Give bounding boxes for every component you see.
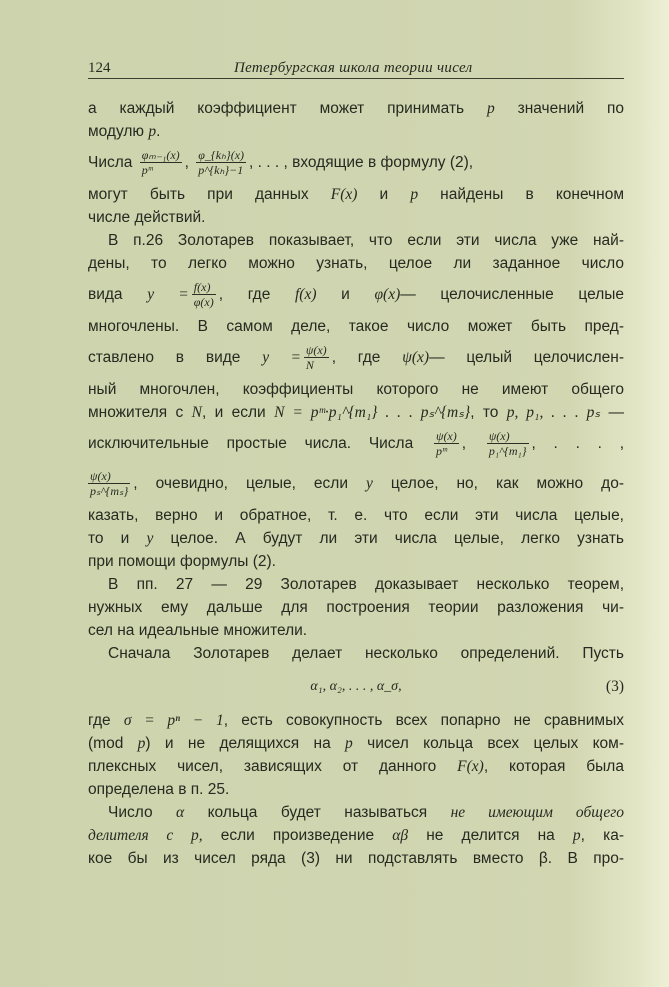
fraction: $\frac{\psi(x)}{\text{p₁\textasciicircum{}\{m₁\}}}$ (488, 429, 527, 459)
text-line: модулю p. (88, 123, 161, 140)
formula-line: Числа $\frac{\text{φₘ₋₁(x)}}{\text{pᵐ}}$ , $\frac{\text{φ\_\{kₕ\}(x)}}{\text{p\textasciicircum{}\{kₕ\}−1}}$ , . . . , входящие в формулу (2), (88, 148, 474, 178)
text-line: делителя с p, если произведение αβ не делится на p, ка- (88, 827, 624, 844)
text-line: при помощи формулы (2). (88, 553, 276, 570)
fraction: $\frac{\text{φ\_\{kₕ\}(x)}}{\text{p\textasciicircum{}\{kₕ\}−1}}$ (198, 148, 245, 178)
text-line: где σ = pⁿ − 1, есть совокупность всех попарно не сравнимых (88, 712, 624, 729)
fraction: $\frac{\text{φₘ₋₁(x)}}{\text{pᵐ}}$ (141, 148, 180, 178)
text-line: многочлены. В самом деле, такое число может быть пред- (88, 318, 624, 335)
text-line: В п.26 Золотарев показывает, что если эти числа уже най- (108, 232, 624, 249)
text-line: Сначала Золотарев делает несколько определений. Пусть (108, 645, 624, 662)
text-line: В пп. 27 — 29 Золотарев доказывает несколько теорем, (108, 576, 624, 593)
text-line: числе действий. (88, 209, 206, 226)
text-line: Число α кольца будет называться не имеющим общего (108, 804, 625, 821)
text-line: множителя с N, и если N = pᵐ·p₁^{m₁} . . . pₛ^{mₛ}, то p, p₁, . . . pₛ — (88, 404, 625, 421)
formula-line: $\frac{\psi(x)}{\text{pₛ\textasciicircum{}\{mₛ\}}}$ , очевидно, целые, если y целое, но, как можно до- (90, 469, 625, 499)
page-number: 124 (88, 60, 111, 76)
text-line: кое бы из чисел ряда (3) ни подставлять вместо β. В про- (88, 850, 624, 867)
text-line: дены, то легко можно узнать, целое ли заданное число (88, 255, 624, 272)
text-line: (mod p) и не делящихся на p чисел кольца всех целых ком- (88, 735, 624, 752)
text-line: нужных ему дальше для построения теории разложения чи- (88, 599, 624, 616)
formula-line: вида y = $\frac{f(x)}{\varphi(x)}$ , где f(x) и φ(x)— целочисленные целые (88, 280, 625, 310)
fraction: $\frac{\psi(x)}{\text{pₛ\textasciicircum{}\{mₛ\}}}$ (90, 469, 129, 499)
emphasis: не имеющим общего (450, 804, 625, 821)
fraction: $\frac{\psi(x)}{\text{pᵐ}}$ (435, 429, 457, 459)
text-line: то и y целое. А будут ли эти числа целые, легко узнать (88, 530, 624, 547)
text-line: определена в п. 25. (88, 781, 230, 798)
book-page (88, 56, 624, 870)
fraction: $\frac{\psi(x)}{N}$ (305, 343, 327, 373)
equation-3: α₁, α₂, . . . , α_σ, (3) (88, 665, 624, 709)
text-line: а каждый коэффициент может принимать p значений по (88, 100, 624, 117)
emphasis: делителя с p, (88, 827, 203, 844)
text-line: могут быть при данных F(x) и p найдены в конечном (88, 186, 624, 203)
page-body (88, 97, 624, 870)
running-title: Петербургская школа теории чисел (234, 60, 473, 76)
fraction: $\frac{f(x)}{\varphi(x)}$ (193, 280, 214, 310)
text-line: сел на идеальные множители. (88, 622, 308, 639)
text-line: плексных чисел, зависящих от данного F(x), которая была (88, 758, 624, 775)
equation-number: (3) (605, 678, 624, 695)
formula-line: исключительные простые числа. Числа $\frac{\psi(x)}{\text{pᵐ}}$ , $\frac{\psi(x)}{\text{p₁\textasciicircum{}\{m₁\}}}$ , . . . , (88, 429, 625, 459)
text-line: казать, верно и обратное, т. е. что если эти числа целые, (88, 507, 624, 524)
page-header (88, 56, 624, 79)
formula-line: ставлено в виде y = $\frac{\psi(x)}{N}$ , где ψ(x)— целый целочислен- (88, 343, 624, 373)
text-line: ный многочлен, коэффициенты которого не имеют общего (88, 381, 624, 398)
